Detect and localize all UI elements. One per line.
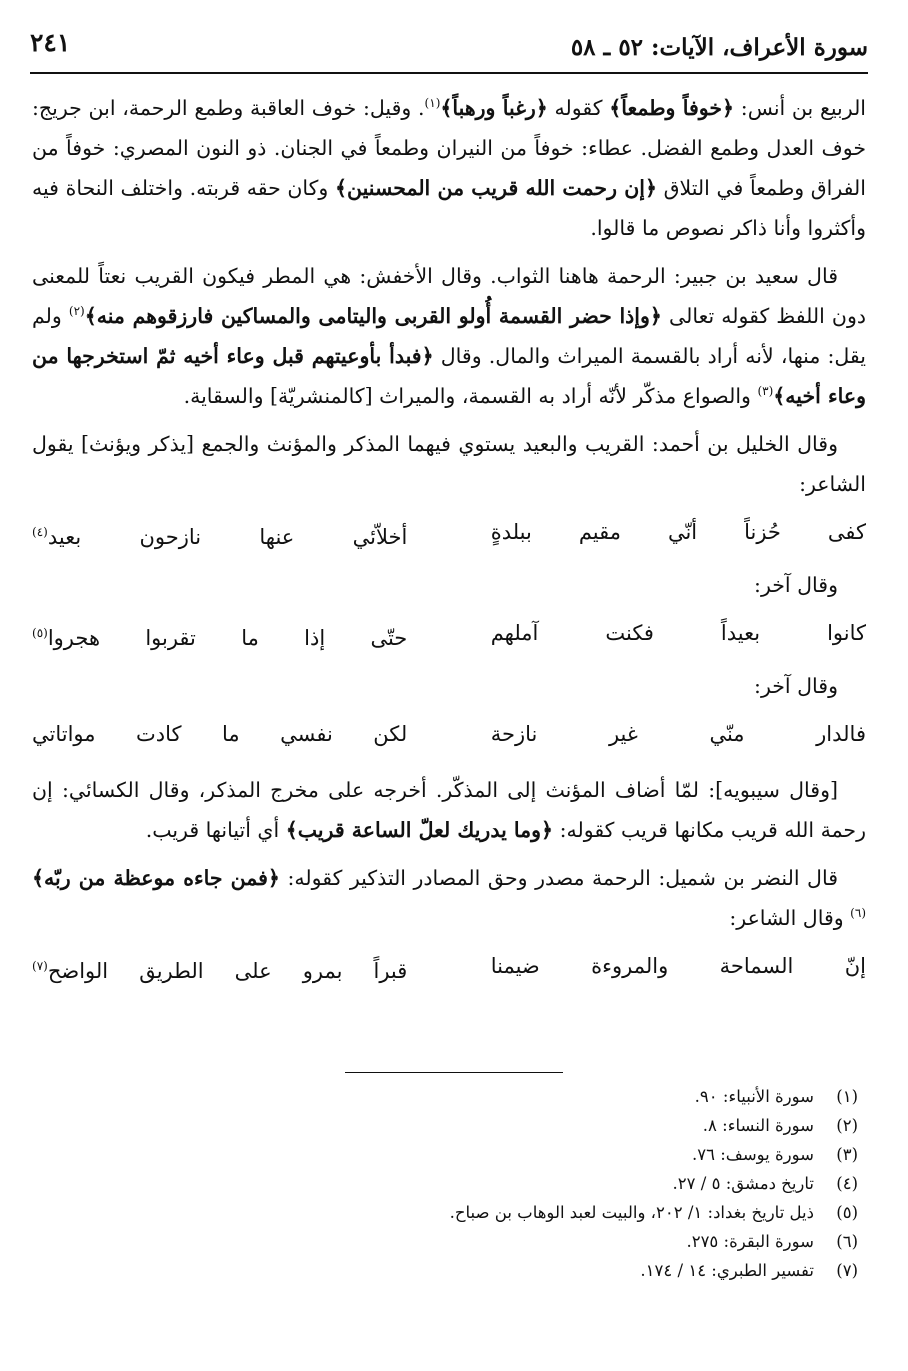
footnote: [40, 1111, 858, 1140]
poem-verse: [32, 938, 866, 999]
text-run: كقوله: [547, 96, 610, 120]
footnote-number: (١): [836, 1087, 858, 1106]
text-run: وقال آخر:: [754, 573, 838, 597]
quran-quote: ﴿فبدأ بأوعيتهم قبل وعاء أخيه ثمّ استخرجها من وعاء أخيه﴾: [32, 344, 866, 408]
footnote: [40, 1169, 858, 1198]
paragraph: [32, 88, 866, 248]
verse-intro: [32, 666, 866, 706]
verse-first-hemistich: كفى حُزناً أنّي مقيم ببلدةٍ: [490, 520, 866, 544]
footnote: [40, 1256, 858, 1285]
footnote: [40, 1082, 858, 1111]
footnote: [40, 1198, 858, 1227]
quran-quote: ﴿إن رحمت الله قريب من المحسنين﴾: [334, 176, 657, 200]
text-run: . وقيل: خوف العاقبة وطمع الرحمة، ابن جريج: خوف العدل وطمع الفضل. عطاء: خوفاً من النيران وطمعاً في الجنان. ذو النون المصري: خوفاً من الفراق وطمعاً في التلاق: [32, 96, 866, 200]
paragraph: [32, 770, 866, 850]
footnote-ref: (٣): [757, 384, 774, 399]
paragraph: [32, 858, 866, 938]
footnote-separator: [345, 1072, 563, 1073]
verse-first-hemistich: فالدار منّي غير نازحة: [490, 722, 866, 746]
main-text: [32, 88, 866, 999]
hemistich-text: أخلاّئي عنها نازحون بعيد: [47, 525, 408, 549]
poem-verse: [32, 504, 866, 565]
paragraph: [32, 256, 866, 416]
verse-intro: [32, 565, 866, 605]
hemistich-text: حتّى إذا ما تقربوا هجروا: [47, 626, 408, 650]
hemistich-text: لكن نفسي ما كادت مواتاتي: [32, 722, 408, 746]
poem-verse: [32, 605, 866, 666]
footnote-text: ذيل تاريخ بغداد: ١/ ٢٠٢، والبيت لعبد الوهاب بن صباح.: [449, 1203, 814, 1222]
page-number: ٢٤١: [30, 28, 71, 57]
footnote-number: (٣): [836, 1145, 858, 1164]
footnote-text: سورة البقرة: ٢٧٥.: [686, 1232, 814, 1251]
footnote-ref: (٢): [68, 304, 85, 319]
footnote-text: سورة يوسف: ٧٦.: [691, 1145, 814, 1164]
text-run: وقال الشاعر:: [729, 906, 851, 930]
footnote-text: سورة النساء: ٨.: [702, 1116, 814, 1135]
footnote-number: (٧): [836, 1261, 858, 1280]
text-run: وقال آخر:: [754, 674, 838, 698]
hemistich-text: قبراً بمرو على الطريق الواضح: [47, 959, 408, 983]
quran-quote: ﴿رغباً ورهباً﴾: [440, 96, 548, 120]
text-run: والصواع مذكّر لأنّه أراد به القسمة، والميراث [كالمنشريّة] والسقاية.: [183, 384, 758, 408]
text-run: ولم يقل: منها، لأنه أراد بالقسمة الميراث والمال. وقال: [32, 304, 866, 368]
poem-verse: [32, 706, 866, 762]
verse-first-hemistich: إنّ السماحة والمروءة ضيمنا: [490, 954, 866, 978]
footnote-ref: (٥): [32, 626, 48, 640]
footnote-ref: (١): [424, 96, 441, 111]
footnote-ref: (٧): [32, 959, 48, 973]
text-run: قال سعيد بن جبير: الرحمة هاهنا الثواب. وقال الأخفش: هي المطر فيكون القريب نعتاً للمعنى دون اللفظ كقوله تعالى: [32, 264, 866, 328]
text-run: قال النضر بن شميل: الرحمة مصدر وحق المصادر التذكير كقوله:: [279, 866, 838, 890]
footnote-number: (٦): [836, 1232, 858, 1251]
text-run: [وقال سيبويه]: لمّا أضاف المؤنث إلى المذكّر. أخرجه على مخرج المذكر، وقال الكسائي: إن رحمة الله قريب مكانها قريب كقوله:: [32, 778, 866, 842]
header-rule: [30, 72, 868, 74]
page-header: [30, 28, 868, 74]
footnote-text: سورة الأنبياء: ٩٠.: [694, 1087, 814, 1106]
footnote: [40, 1227, 858, 1256]
verse-second-hemistich: [32, 706, 407, 762]
paragraph: [32, 424, 866, 504]
footnote-number: (٤): [836, 1174, 858, 1193]
footnotes: [40, 1082, 858, 1285]
verse-second-hemistich: [32, 504, 407, 565]
footnote-ref: (٤): [32, 525, 48, 539]
verse-second-hemistich: [32, 938, 407, 999]
verse-first-hemistich: كانوا بعيداً فكنت آملهم: [490, 621, 866, 645]
text-run: أي أتيانها قريب.: [145, 818, 286, 842]
footnote-number: (٥): [836, 1203, 858, 1222]
footnote: [40, 1140, 858, 1169]
footnote-number: (٢): [836, 1116, 858, 1135]
footnote-text: تفسير الطبري: ١٤ / ١٧٤.: [640, 1261, 814, 1280]
text-run: وقال الخليل بن أحمد: القريب والبعيد يستوي فيهما المذكر والمؤنث والجمع [يذكر ويؤنث] يقول الشاعر:: [32, 432, 866, 496]
quran-quote: ﴿خوفاً وطمعاً﴾: [609, 96, 735, 120]
quran-quote: ﴿وإذا حضر القسمة أُولو القربى واليتامى والمساكين فارزقوهم منه﴾: [84, 304, 662, 328]
text-run: الربيع بن أنس:: [734, 96, 867, 120]
quran-quote: ﴿وما يدريك لعلّ الساعة قريب﴾: [285, 818, 554, 842]
quran-quote: ﴿فمن جاءه موعظة من ربّه﴾: [32, 866, 280, 890]
text-run: وكان حقه قربته. واختلف النحاة فيه وأكثروا وأنا ذاكر نصوص ما قالوا.: [32, 176, 866, 240]
footnote-ref: (٦): [850, 906, 866, 921]
footnote-text: تاريخ دمشق: ٥ / ٢٧.: [672, 1174, 814, 1193]
verse-second-hemistich: [32, 605, 407, 666]
running-title: سورة الأعراف، الآيات: ٥٢ ـ ٥٨: [570, 34, 868, 61]
